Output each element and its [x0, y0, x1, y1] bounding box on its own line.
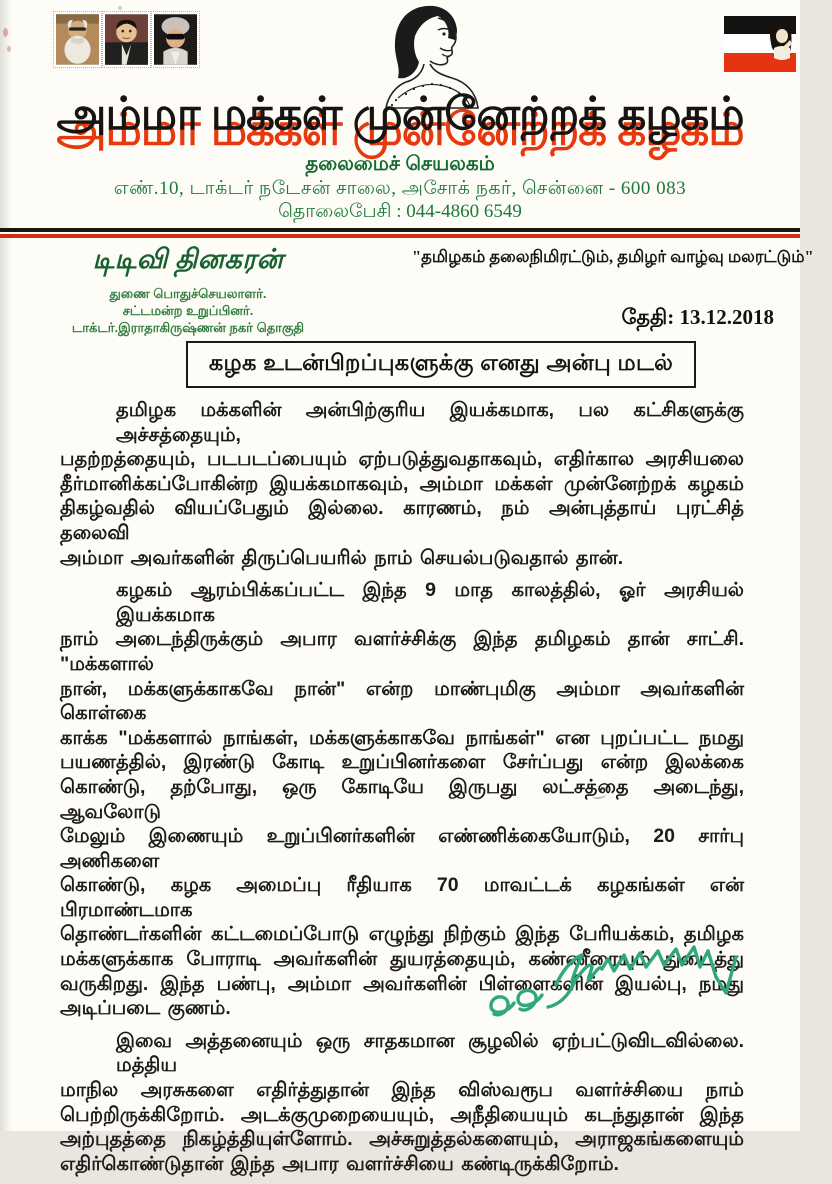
subject-title: கழக உடன்பிறப்புகளுக்கு எனது அன்பு மடல்	[208, 350, 674, 375]
sender-name: டிடிவி தினகரன்	[92, 244, 284, 274]
sender-title-line: டாக்டர்.இராதாகிருஷ்ணன் நகர் தொகுதி	[71, 320, 305, 335]
body-paragraph	[60, 398, 744, 570]
body-line: பயணத்தில், இரண்டு கோடி உறுப்பினர்களை சேர்ப்பது என்ற இலக்கை	[60, 751, 744, 774]
ttv-dhinakaran-signature-icon	[478, 933, 778, 1025]
letter-date: தேதி: 13.12.2018	[621, 305, 774, 329]
body-line: நாம் அடைந்திருக்கும் அபார வளர்ச்சிக்கு இந்த தமிழகம் தான் சாட்சி. "மக்களால்	[60, 628, 744, 675]
letter-body	[60, 398, 744, 1184]
body-line: பதற்றத்தையும், படபடப்பையும் ஏற்படுத்துவதாகவும், எதிர்கால அரசியலை	[60, 448, 744, 471]
ammk-flag-icon	[724, 14, 796, 74]
sender-title-line: சட்டமன்ற உறுப்பினர்.	[122, 303, 254, 318]
body-line: திகழ்வதில் வியப்பேதும் இல்லை. காரணம், நம் அன்புத்தாய் புரட்சித் தலைவி	[60, 497, 744, 544]
mgr-portrait-stamp-icon	[152, 12, 199, 67]
sender-title-line: துணை பொதுச்செயலாளர்.	[109, 286, 267, 301]
body-line: காக்க "மக்களால் நாங்கள், மக்களுக்காகவே நாங்கள்" என புறப்பட்ட நமது	[60, 726, 744, 749]
body-line: தீர்மானிக்கப்போகின்ற இயக்கமாகவும், அம்மா மக்கள் முன்னேற்றக் கழகம்	[60, 472, 744, 495]
body-line: தொண்டர்களின் கட்டமைப்போடு எழுந்து நிற்கும் இந்த பேரியக்கம், தமிழக	[60, 923, 744, 946]
body-line: எதிர்கொண்டுதான் இந்த அபார வளர்ச்சியை கண்டிருக்கிறோம்.	[60, 1152, 619, 1175]
body-line: அடிப்படை குணம்.	[60, 997, 231, 1020]
body-line: வருகிறது. இந்த பண்பு, அம்மா அவர்களின் பிள்ளைகளின் இயல்பு, நமது	[60, 972, 744, 995]
scan-speck	[118, 6, 122, 10]
body-line: கழகம் ஆரம்பிக்கப்பட்ட இந்த 9 மாத காலத்தில், ஓர் அரசியல் இயக்கமாக	[116, 579, 744, 626]
body-line: கொண்டு, தற்போது, ஒரு கோடியே இருபது லட்சத்தை அடைந்து, ஆவலோடு	[60, 775, 744, 823]
party-motto: "தமிழகம் தலைநிமிரட்டும், தமிழர் வாழ்வு மலரட்டும்"	[412, 247, 814, 266]
body-line: மேலும் இணையும் உறுப்பினர்களின் எண்ணிக்கையோடும், 20 சார்பு அணிகளை	[60, 825, 744, 872]
head-office-label: தலைமைச் செயலகம்	[305, 153, 495, 175]
body-line: பெற்றிருக்கிறோம். அடக்குமுறையையும், அநீதியையும் கடந்துதான் இந்த	[60, 1103, 744, 1126]
body-line: தமிழக மக்களின் அன்பிற்குரிய இயக்கமாக, பல கட்சிகளுக்கு அச்சத்தையும்,	[116, 399, 744, 446]
party-name-title: அம்மா மக்கள் முன்னேற்றக் கழகம்	[56, 88, 744, 139]
sender-block	[48, 244, 328, 336]
body-line: கொண்டு, கழக அமைப்பு ரீதியாக 70 மாவட்டக் கழகங்கள் என் பிரமாண்டமாக	[60, 874, 744, 921]
body-line: மாநில அரசுகளை எதிர்த்துதான் இந்த விஸ்வரூப வளர்ச்சியை நாம்	[60, 1079, 744, 1102]
scan-speck	[7, 46, 11, 52]
body-paragraph	[60, 1029, 744, 1177]
body-line: மக்களுக்காக போராடி அவர்களின் துயரத்தையும், கண்ணீரையும் துடைத்து	[60, 948, 744, 971]
annadurai-portrait-stamp-icon	[103, 12, 150, 67]
subject-box	[186, 341, 696, 388]
body-line: இவை அத்தனையும் ஒரு சாதகமான சூழலில் ஏற்பட்டுவிடவில்லை. மத்திய	[116, 1029, 744, 1077]
body-line: நான், மக்களுக்காகவே நான்" என்ற மாண்புமிகு அம்மா அவர்களின் கொள்கை	[60, 677, 744, 725]
header-divider-rule	[0, 228, 800, 238]
office-address: எண்.10, டாக்டர் நடேசன் சாலை, அசோக் நகர், சென்னை - 600 083	[113, 178, 687, 199]
body-line: அற்புதத்தை நிகழ்த்தியுள்ளோம். அச்சுறுத்தல்களையும், அராஜகங்களையும்	[60, 1128, 744, 1151]
scan-speck	[3, 28, 8, 37]
body-line: அம்மா அவர்களின் திருப்பெயரில் நாம் செயல்படுவதால் தான்.	[60, 546, 624, 569]
leader-stamps	[54, 12, 199, 67]
office-phone: தொலைபேசி : 044-4860 6549	[278, 201, 522, 222]
periyar-portrait-stamp-icon	[54, 12, 101, 67]
